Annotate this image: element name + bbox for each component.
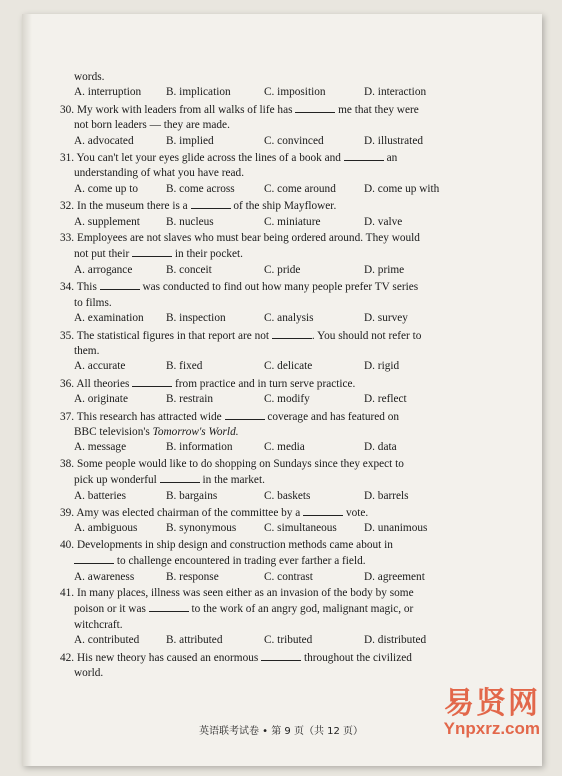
site-watermark: [444, 688, 540, 738]
question-42: [60, 650, 480, 682]
answer-blank: [160, 472, 200, 483]
option: D. come up with: [364, 182, 440, 195]
question-stem: 34. This was conducted to find out how many people prefer TV series: [60, 281, 419, 294]
question-36: [60, 376, 480, 408]
option: C. imposition: [264, 86, 326, 99]
question-stem: 42. His new theory has caused an enormous throughout the civilized: [60, 651, 412, 664]
option: D. rigid: [364, 360, 400, 373]
option: A. supplement: [74, 215, 140, 228]
answer-blank: [344, 150, 384, 161]
option-row: [60, 182, 480, 197]
question-continuation: not born leaders — they are made.: [74, 119, 230, 132]
option: A. awareness: [74, 570, 135, 583]
answer-blank: [191, 198, 231, 209]
question-33: [60, 231, 480, 278]
option: C. come around: [264, 182, 336, 195]
option: A. arrogance: [74, 263, 133, 276]
question-39: [60, 505, 480, 537]
question-continuation: to challenge encountered in trading ever farther a field.: [60, 553, 480, 569]
option-row: [60, 633, 480, 648]
question-stem: 37. This research has attracted wide coverage and has featured on: [60, 410, 400, 423]
question-stem: 32. In the museum there is a of the ship Mayflower.: [60, 200, 337, 213]
question-stem: 39. Amy was elected chairman of the committee by a vote.: [60, 506, 369, 519]
option: D. barrels: [364, 489, 409, 502]
answer-blank: [100, 279, 140, 290]
question-continuation: words.: [74, 71, 105, 83]
answer-blank: [261, 650, 301, 661]
answer-blank: [303, 505, 343, 516]
question-stem: 35. The statistical figures in that report are not . You should not refer to: [60, 329, 422, 342]
option: D. interaction: [364, 86, 427, 99]
question-continuation: them.: [74, 344, 100, 357]
answer-blank: [272, 328, 312, 339]
question-continuation: understanding of what you have read.: [74, 167, 245, 180]
option: B. implication: [166, 86, 231, 99]
watermark-logo-text: 易贤网: [444, 686, 540, 721]
option: D. illustrated: [364, 134, 423, 147]
option: A. contributed: [74, 634, 140, 647]
option-row: [60, 570, 480, 585]
option: A. accurate: [74, 360, 126, 373]
option-row: [60, 134, 480, 149]
question-40: [60, 538, 480, 585]
question-continuation: not put their in their pocket.: [74, 248, 243, 261]
question-stem: 41. In many places, illness was seen either as an invasion of the body by some: [60, 587, 414, 599]
question-34: [60, 279, 480, 326]
question-stem: 31. You can't let your eyes glide across the lines of a book and an: [60, 152, 398, 165]
option: C. modify: [264, 393, 310, 406]
option: D. prime: [364, 263, 405, 276]
option-row: [60, 85, 480, 100]
question-stem: 36. All theories from practice and in turn serve practice.: [60, 377, 356, 390]
question-continuation: poison or it was to the work of an angry god, malignant magic, or: [74, 603, 414, 616]
answer-blank: [295, 102, 335, 113]
option: C. baskets: [264, 489, 311, 502]
question-stem: 33. Employees are not slaves who must bear being ordered around. They would: [60, 232, 420, 245]
option: C. miniature: [264, 215, 321, 228]
option: A. examination: [74, 312, 144, 325]
question-35: [60, 328, 480, 375]
option: D. valve: [364, 215, 403, 228]
option: B. restrain: [166, 393, 214, 406]
option: A. come up to: [74, 182, 139, 195]
option: D. survey: [364, 312, 408, 325]
option: A. batteries: [74, 489, 127, 502]
question-31: [60, 150, 480, 197]
option-row: [60, 489, 480, 504]
option: B. implied: [166, 134, 214, 147]
option: D. data: [364, 441, 397, 454]
option: B. conceit: [166, 263, 212, 276]
option: A. ambiguous: [74, 522, 138, 535]
option: B. inspection: [166, 312, 226, 325]
question-41: [60, 586, 480, 649]
answer-blank: [149, 601, 189, 612]
option: C. media: [264, 441, 305, 454]
option: A. advocated: [74, 134, 134, 147]
answer-blank: [132, 376, 172, 387]
option: C. simultaneous: [264, 522, 337, 535]
option-row: [60, 521, 480, 536]
option: C. delicate: [264, 360, 313, 373]
question-list: [60, 70, 480, 682]
option: B. information: [166, 441, 233, 454]
option: D. agreement: [364, 570, 425, 583]
question-stem: 38. Some people would like to do shopping on Sundays since they expect to: [60, 457, 404, 470]
option: B. attributed: [166, 634, 223, 647]
question-32: [60, 198, 480, 230]
answer-blank: [225, 409, 265, 420]
option: A. message: [74, 441, 127, 454]
question-continuation: world.: [74, 667, 104, 680]
option: B. fixed: [166, 360, 203, 373]
watermark-url: Ynpxrz.com: [443, 719, 540, 738]
option: C. contrast: [264, 570, 313, 583]
option: D. reflect: [364, 393, 407, 406]
question-stem: 40. Developments in ship design and construction methods came about in: [60, 538, 393, 551]
option: D. unanimous: [364, 522, 428, 535]
question-30: [60, 102, 480, 149]
page-footer: 英语联考试卷 • 第 9 页（共 12 页）: [198, 726, 364, 737]
option: A. originate: [74, 393, 128, 406]
question-continuation: pick up wonderful in the market.: [74, 474, 265, 487]
option: A. interruption: [74, 86, 142, 99]
option: B. come across: [166, 182, 235, 195]
question-38: [60, 457, 480, 504]
option-row: [60, 263, 480, 278]
question-continuation: witchcraft.: [74, 618, 123, 631]
option: C. analysis: [264, 312, 314, 325]
question-37: [60, 409, 480, 456]
option-row: [60, 392, 480, 407]
question-continuation: to films.: [74, 296, 112, 309]
option: B. nucleus: [166, 215, 214, 228]
answer-blank: [74, 553, 114, 564]
option-row: [60, 440, 480, 455]
option-row: [60, 215, 480, 230]
intro-question-tail: [60, 70, 480, 101]
answer-blank: [132, 246, 172, 257]
question-stem: 30. My work with leaders from all walks of life has me that they were: [60, 103, 419, 116]
option-row: [60, 311, 480, 326]
option: C. pride: [264, 263, 301, 276]
option: C. tributed: [264, 634, 313, 647]
option: B. response: [166, 570, 219, 583]
option: B. bargains: [166, 489, 218, 502]
option: C. convinced: [264, 134, 324, 147]
option-row: [60, 359, 480, 374]
question-continuation: BBC television's Tomorrow's World.: [74, 425, 239, 438]
option: B. synonymous: [166, 522, 237, 535]
option: D. distributed: [364, 634, 427, 647]
